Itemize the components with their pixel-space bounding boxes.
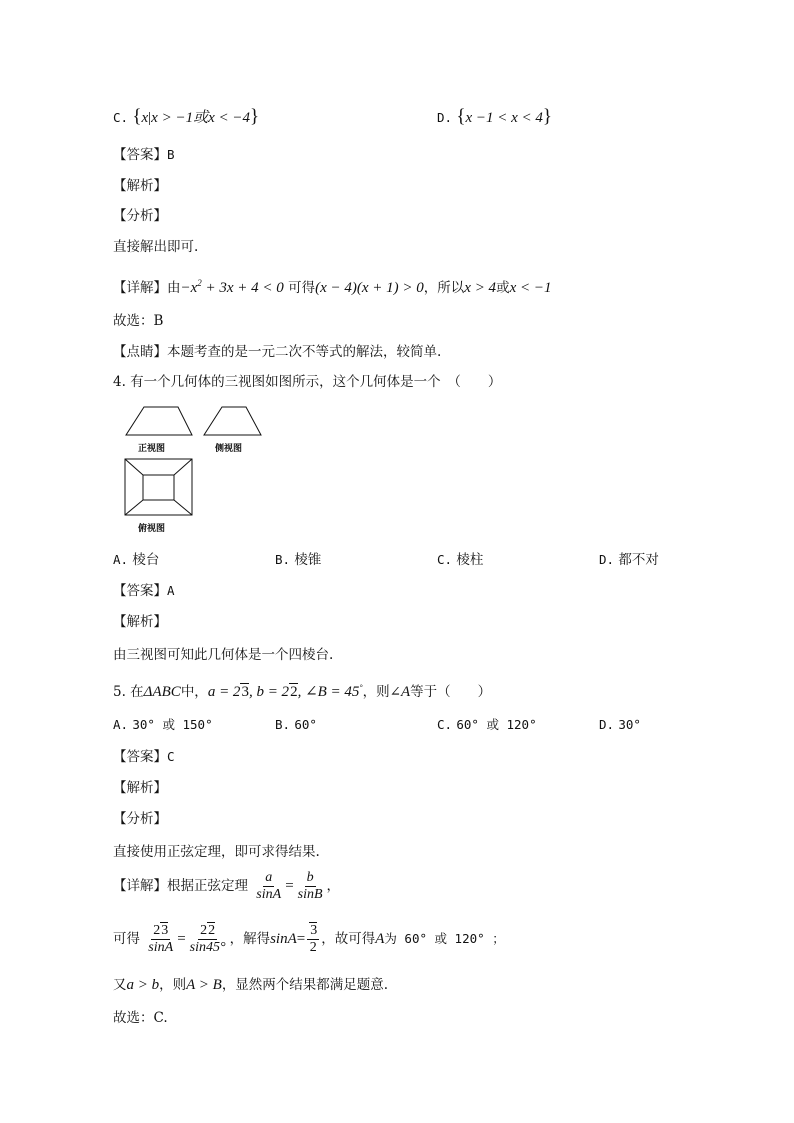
comment-text: 本题考查的是一元二次不等式的解法，较简单. [167, 344, 442, 360]
detail-text: 根据正弦定理 [167, 878, 248, 894]
angle-a: A [400, 684, 411, 700]
option-label: C. [437, 717, 453, 732]
q5-detail: 【详解】根据正弦定理 $\frac{a}{\sin A}$ = $\frac{b}{\sin B}$ ， [113, 870, 341, 902]
sine-law-right: $\frac{b}{\sin B}$ [297, 870, 323, 902]
answer-tag: 【答案】 [113, 583, 167, 599]
option-text: 棱柱 [456, 552, 484, 568]
q3-answer [113, 145, 175, 165]
right-brace: } [249, 106, 260, 127]
option-label: A. [113, 717, 129, 732]
option-label: D. [599, 717, 615, 732]
q5-question [113, 678, 491, 702]
option-label: C. [437, 552, 453, 567]
q4-option-c [437, 550, 483, 570]
q3-fenxi-text: 直接解出即可. [113, 239, 199, 255]
q5-fenxi-text: 直接使用正弦定理，即可求得结果. [113, 844, 320, 860]
q4-option-b [275, 550, 321, 570]
detail-text: 为 60° 或 120° ； [384, 931, 505, 946]
q3-analysis-tag: 【解析】 [113, 178, 167, 194]
angle-a-gt-b: A > B [186, 977, 222, 993]
option-label: B. [275, 717, 291, 732]
top-view-label: 俯视图 [138, 524, 166, 534]
option-text: 棱锥 [294, 552, 322, 568]
detail-text: 可得 [288, 280, 316, 296]
q5-answer [113, 747, 175, 767]
detail-text: ，则 [159, 977, 187, 993]
a-gt-b: a > b [126, 977, 160, 993]
top-view-square [125, 459, 192, 515]
comment-tag: 【点睛】 [113, 344, 167, 360]
option-label: D. [599, 552, 615, 567]
q4-question: 4. 有一个几何体的三视图如图所示，这个几何体是一个 （ ） [113, 374, 502, 390]
detail-text: ，故可得 [321, 931, 376, 947]
detail-tag: 【详解】 [113, 280, 167, 296]
option-text: 都不对 [618, 552, 659, 568]
detail-text: 可得 [113, 931, 140, 947]
q5-conclusion: 故选：C. [113, 1010, 168, 1026]
side-view-label: 侧视图 [215, 444, 243, 454]
detail-text: ，显然两个结果都满足题意. [221, 977, 389, 993]
front-view-trapezoid [126, 407, 192, 435]
solution-2: x < −1 [509, 280, 552, 296]
option-text: 60° 或 120° [456, 717, 537, 732]
factored-inequality: (x − 4)(x + 1) > 0 [315, 280, 424, 296]
option-text: 60° [294, 717, 317, 732]
answer-value: A [167, 583, 175, 598]
q5-step2: 可得 $\frac{23}{\sin A}$ = $\frac{22}{\sin 45^\circ}$ ，解得sinA= $\frac{3}{2}$ ，故可得A为 60° 或 120° ； [113, 923, 505, 955]
sin-a-value: $\frac{3}{2}$ [307, 923, 319, 956]
set-condition: x > −1或x < −4 [151, 110, 250, 126]
given-values: a = 23, b = 22, ∠B = 45° [207, 683, 363, 700]
q3-fenxi-tag: 【分析】 [113, 208, 167, 224]
side-view-trapezoid [204, 407, 261, 435]
q4-analysis-text: 由三视图可知此几何体是一个四棱台. [113, 647, 334, 663]
option-label: C. [113, 110, 129, 125]
q5-option-a [113, 715, 213, 735]
q4-analysis-tag: 【解析】 [113, 614, 167, 630]
detail-text: ，所以 [423, 280, 465, 296]
answer-tag: 【答案】 [113, 147, 167, 163]
option-text: 棱台 [132, 552, 160, 568]
three-views-figure [120, 405, 270, 540]
q3-option-c [113, 107, 259, 128]
triangle-abc: ΔABC [143, 684, 181, 700]
set-condition: x −1 < x < 4 [465, 110, 543, 126]
option-text: 30° 或 150° [132, 717, 213, 732]
option-label: D. [437, 110, 453, 125]
q5-analysis-tag: 【解析】 [113, 780, 167, 796]
q5-option-c [437, 715, 537, 735]
question-text: ，则∠ [362, 684, 401, 700]
question-text: 等于（ ） [410, 684, 492, 700]
answer-value: C [167, 749, 175, 764]
detail-text: 或 [496, 280, 510, 296]
q4-option-d [599, 550, 659, 570]
sine-law-left: $\frac{a}{\sin A}$ [256, 870, 282, 902]
q3-conclusion: 故选：B [113, 313, 164, 329]
front-view-label: 正视图 [138, 444, 166, 454]
ratio-b: $\frac{22}{\sin 45^\circ}$ [189, 923, 226, 955]
question-text: 5. 在 [113, 684, 144, 700]
q4-option-a [113, 550, 159, 570]
answer-tag: 【答案】 [113, 749, 167, 765]
q3-comment [113, 342, 441, 362]
right-brace: } [542, 106, 553, 127]
option-text: 30° [618, 717, 641, 732]
sin-a: sinA [270, 931, 297, 947]
q5-option-d [599, 715, 641, 735]
question-text: 中， [180, 684, 208, 700]
option-label: B. [275, 552, 291, 567]
inequality: $-x^2 + 3x + 4 < 0$ [180, 278, 284, 296]
solution-1: x > 4 [464, 280, 497, 296]
detail-text: 又 [113, 977, 127, 993]
q3-detail [113, 273, 551, 298]
set-var: x [141, 110, 149, 126]
detail-text: 由 [167, 280, 181, 296]
q5-fenxi-tag: 【分析】 [113, 811, 167, 827]
angle-a: A [375, 931, 385, 947]
set-bar: | [148, 110, 152, 126]
option-label: A. [113, 552, 129, 567]
q4-answer [113, 581, 175, 601]
detail-text: ，解得 [229, 931, 271, 947]
q5-step3 [113, 975, 388, 995]
q3-option-d [437, 107, 552, 128]
q5-option-b [275, 715, 317, 735]
answer-value: B [167, 147, 175, 162]
left-brace: { [456, 106, 466, 127]
detail-tag: 【详解】 [113, 878, 167, 894]
ratio-a: $\frac{23}{\sin A}$ [148, 923, 174, 955]
left-brace: { [132, 106, 142, 127]
